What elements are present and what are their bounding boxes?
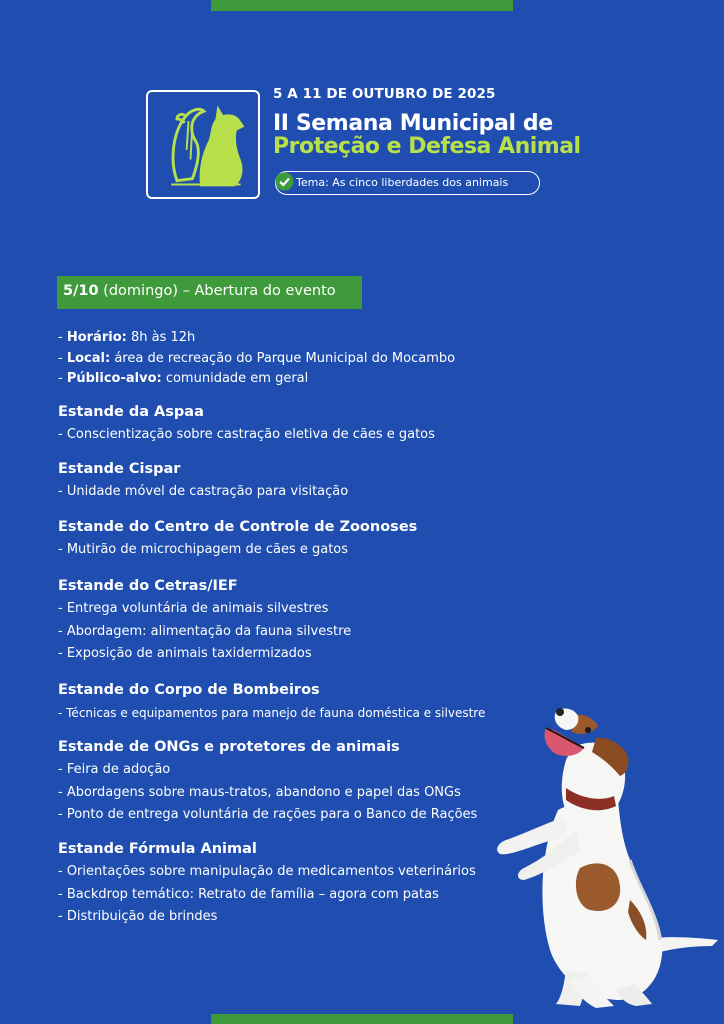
event-title-line2: Proteção e Defesa Animal	[273, 134, 581, 159]
section-item: - Feira de adoção	[58, 762, 171, 777]
jack-russell-dog-photo	[480, 700, 724, 1014]
section-item: - Técnicas e equipamentos para manejo de fauna doméstica e silvestre	[58, 706, 486, 720]
section-zoonoses	[58, 518, 417, 562]
section-item: - Mutirão de microchipagem de cães e gatos	[58, 542, 349, 557]
section-aspaa	[58, 403, 435, 447]
day-header	[57, 276, 362, 309]
section-title: Estande Cispar	[58, 461, 181, 477]
info-label: Local:	[66, 350, 111, 366]
section-cetras	[58, 577, 351, 666]
info-label: Horário:	[66, 330, 127, 345]
section-title: Estande de ONGs e protetores de animais	[58, 739, 400, 755]
day-description: (domingo) – Abertura do evento	[98, 283, 336, 299]
section-item: - Distribuição de brindes	[58, 909, 218, 924]
section-item: - Abordagens sobre maus-tratos, abandono e papel das ONGs	[58, 784, 461, 800]
section-bombeiros	[58, 681, 485, 725]
section-cispar	[58, 460, 348, 504]
section-ongs	[58, 738, 477, 827]
info-row-local: - Local: área de recreação do Parque Municipal do Mocambo	[58, 350, 456, 366]
section-item: - Orientações sobre manipulação de medicamentos veterinários	[58, 864, 476, 879]
info-row-horario: - Horário: 8h às 12h	[58, 330, 196, 345]
check-circle-icon	[275, 172, 294, 191]
event-info	[58, 328, 455, 390]
info-label: Público-alvo:	[66, 371, 162, 386]
day-date: 5/10	[63, 283, 99, 299]
event-logo	[146, 90, 260, 199]
info-value: 8h às 12h	[126, 330, 196, 345]
info-value: área de recreação do Parque Municipal do Mocambo	[110, 350, 456, 366]
section-item: - Exposição de animais taxidermizados	[58, 646, 312, 661]
section-title: Estande da Aspaa	[58, 404, 204, 420]
info-value: comunidade em geral	[161, 371, 309, 386]
section-item: - Abordagem: alimentação da fauna silvestre	[58, 623, 352, 639]
parrot-dog-logo-icon	[148, 92, 258, 197]
section-title: Estande Fórmula Animal	[58, 841, 257, 857]
info-row-publico: - Público-alvo: comunidade em geral	[58, 371, 309, 386]
section-formula-animal	[58, 840, 476, 929]
section-title: Estande do Cetras/IEF	[58, 578, 238, 594]
section-item: - Backdrop temático: Retrato de família – agora com patas	[58, 886, 439, 902]
bottom-accent-bar	[211, 1014, 513, 1024]
event-title-line1: II Semana Municipal de	[273, 111, 553, 136]
event-date-range: 5 A 11 DE OUTUBRO DE 2025	[273, 86, 496, 102]
section-item: - Entrega voluntária de animais silvestres	[58, 601, 329, 616]
top-accent-bar	[211, 0, 513, 11]
tema-text: Tema: As cinco liberdades dos animais	[296, 176, 509, 189]
section-item: - Conscientização sobre castração eletiva de cães e gatos	[58, 427, 435, 442]
section-title: Estande do Centro de Controle de Zoonoses	[58, 519, 418, 535]
section-item: - Unidade móvel de castração para visitação	[58, 484, 349, 499]
section-title: Estande do Corpo de Bombeiros	[58, 682, 320, 698]
section-item: - Ponto de entrega voluntária de rações para o Banco de Rações	[58, 807, 478, 822]
